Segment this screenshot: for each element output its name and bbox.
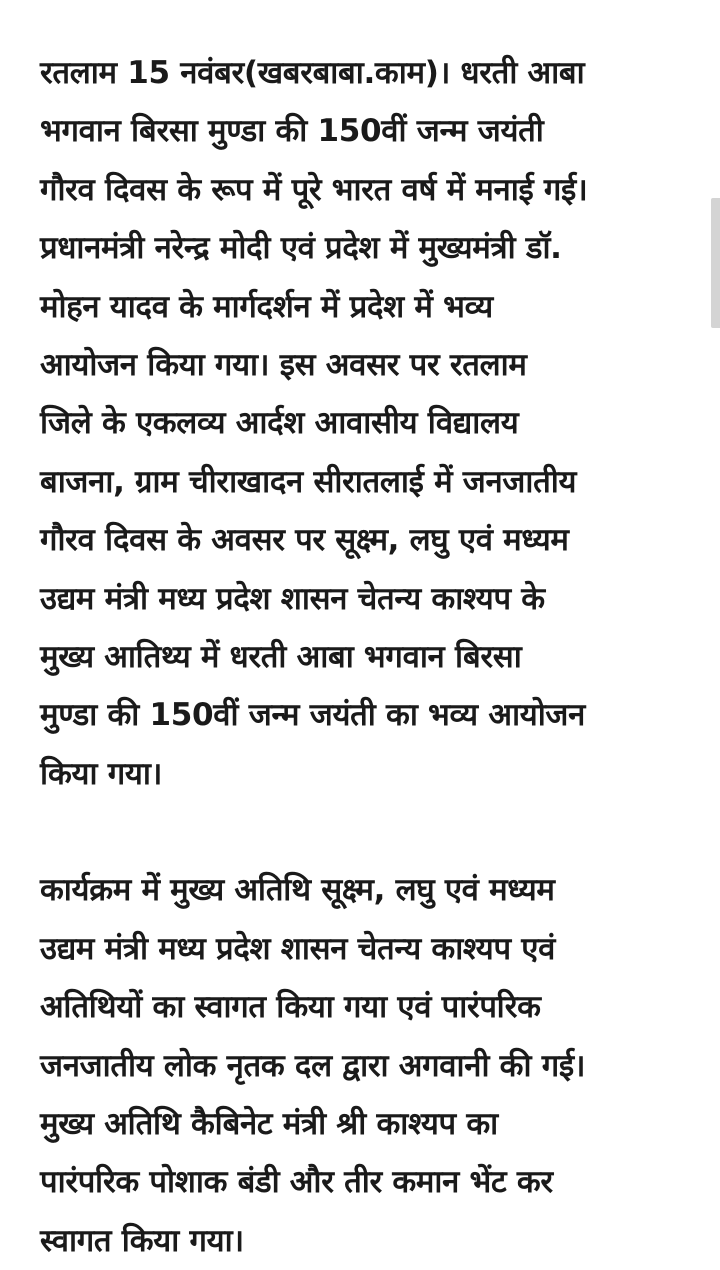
paragraph-1-line-1: रतलाम 15 नवंबर(खबरबाबा.काम)। धरती आबा	[40, 55, 585, 91]
paragraph-1-line-8: बाजना, ग्राम चीराखादन सीरातलाई में जनजातीय	[40, 463, 577, 500]
paragraph-1-line-7: जिले के एकलव्य आर्दश आवासीय विद्यालय	[40, 405, 519, 442]
article-paragraph-2	[40, 861, 680, 1270]
paragraph-2-line-7: स्वागत किया गया।	[40, 1222, 244, 1259]
paragraph-2-line-1: कार्यक्रम में मुख्य अतिथि सूक्ष्म, लघु एवं मध्यम	[40, 872, 555, 909]
paragraph-1-line-10: उद्यम मंत्री मध्य प्रदेश शासन चेतन्य काश्यप के	[40, 580, 545, 617]
paragraph-2-line-3: अतिथियों का स्वागत किया गया एवं पारंपरिक	[40, 989, 541, 1026]
article-body	[40, 44, 680, 1270]
paragraph-1-line-3: गौरव दिवस के रूप में पूरे भारत वर्ष में मनाई गई।	[40, 171, 588, 208]
paragraph-2-line-4: जनजातीय लोक नृतक दल द्वारा अगवानी की गई।	[40, 1047, 586, 1084]
paragraph-2-line-2: उद्यम मंत्री मध्य प्रदेश शासन चेतन्य काश्यप एवं	[40, 930, 556, 967]
paragraph-1-line-12: मुण्डा की 150वीं जन्म जयंती का भव्य आयोजन	[40, 697, 586, 734]
paragraph-1-line-9: गौरव दिवस के अवसर पर सूक्ष्म, लघु एवं मध्यम	[40, 522, 569, 559]
paragraph-1-line-4: प्रधानमंत्री नरेन्द्र मोदी एवं प्रदेश में मुख्यमंत्री डॉ.	[40, 230, 562, 267]
article-paragraph-1	[40, 44, 680, 803]
paragraph-2-line-6: पारंपरिक पोशाक बंडी और तीर कमान भेंट कर	[40, 1164, 553, 1201]
paragraph-1-line-13: किया गया।	[40, 755, 163, 792]
paragraph-1-line-2: भगवान बिरसा मुण्डा की 150वीं जन्म जयंती	[40, 113, 544, 150]
paragraph-1-line-5: मोहन यादव के मार्गदर्शन में प्रदेश में भव्य	[40, 288, 493, 325]
paragraph-1-line-11: मुख्य आतिथ्य में धरती आबा भगवान बिरसा	[40, 638, 522, 675]
paragraph-spacer	[40, 803, 680, 861]
paragraph-1-line-6: आयोजन किया गया। इस अवसर पर रतलाम	[40, 346, 527, 383]
scrollbar-thumb[interactable]	[711, 198, 720, 328]
paragraph-2-line-5: मुख्य अतिथि कैबिनेट मंत्री श्री काश्यप का	[40, 1106, 498, 1143]
